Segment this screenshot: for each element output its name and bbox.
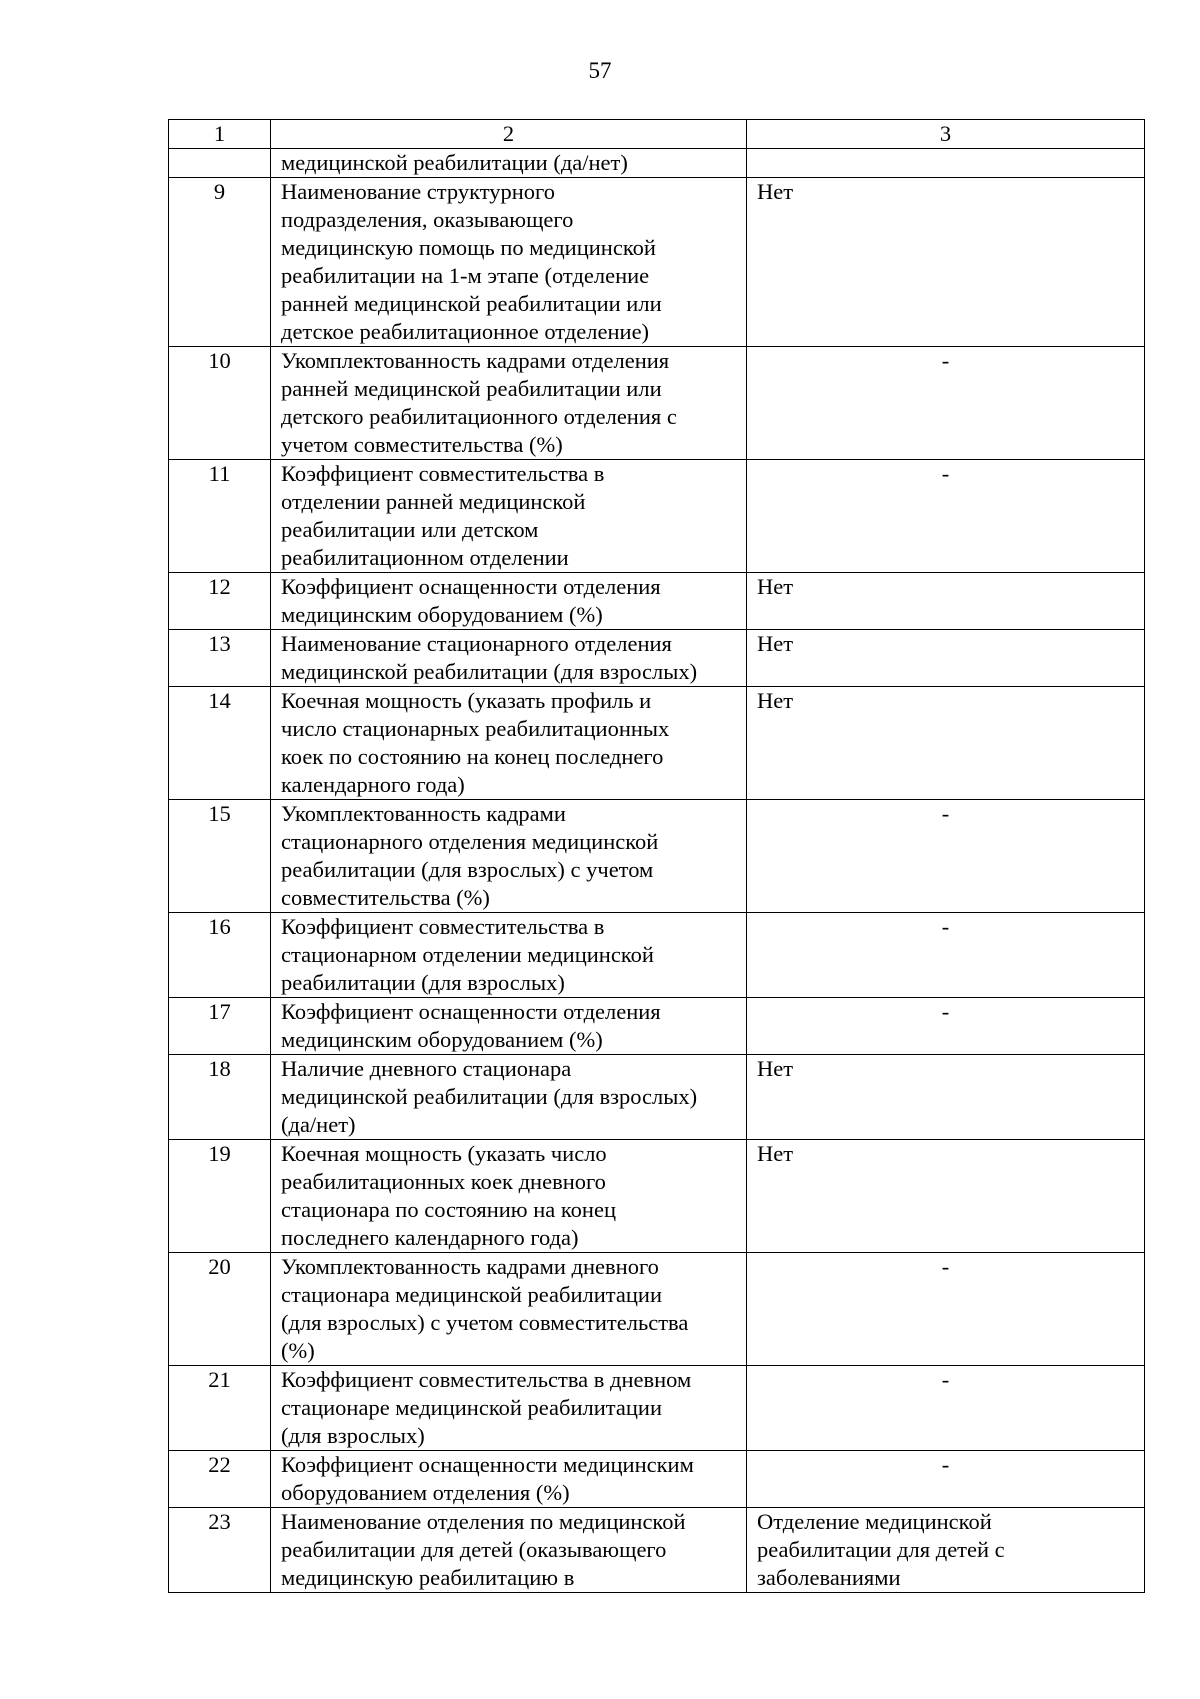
- row-value: Нет: [747, 1140, 1145, 1253]
- row-number: 22: [169, 1451, 271, 1508]
- description-line: медицинскую помощь по медицинской: [281, 235, 656, 260]
- row-value: -: [747, 800, 1145, 913]
- row-description: [271, 1451, 747, 1508]
- page-number: 57: [588, 58, 612, 83]
- description-line: Коэффициент оснащенности отделения: [281, 999, 661, 1024]
- description-line: учетом совместительства (%): [281, 432, 563, 457]
- table-row: [169, 1451, 1145, 1508]
- column-header-2: 2: [271, 120, 747, 149]
- table-row: [169, 178, 1145, 347]
- value-line: реабилитации для детей с: [757, 1537, 1005, 1562]
- description-line: стационарном отделении медицинской: [281, 942, 654, 967]
- description-line: Укомплектованность кадрами отделения: [281, 348, 670, 373]
- description-line: Коечная мощность (указать профиль и: [281, 688, 652, 713]
- row-description: [271, 913, 747, 998]
- description-line: Коечная мощность (указать число: [281, 1141, 607, 1166]
- table-row: [169, 1508, 1145, 1593]
- row-number: 11: [169, 460, 271, 573]
- description-line: Коэффициент совместительства в: [281, 461, 605, 486]
- description-line: медицинскую реабилитацию в: [281, 1565, 575, 1590]
- row-number: 16: [169, 913, 271, 998]
- row-description: [271, 460, 747, 573]
- description-line: реабилитации для детей (оказывающего: [281, 1537, 667, 1562]
- row-number: 23: [169, 1508, 271, 1593]
- table-row: [169, 573, 1145, 630]
- table-row: [169, 149, 1145, 178]
- description-line: совместительства (%): [281, 885, 490, 910]
- description-line: Коэффициент совместительства в дневном: [281, 1367, 692, 1392]
- row-value: [747, 1508, 1145, 1593]
- description-line: медицинской реабилитации (да/нет): [281, 150, 628, 175]
- description-line: оборудованием отделения (%): [281, 1480, 570, 1505]
- table-row: [169, 347, 1145, 460]
- description-line: календарного года): [281, 772, 465, 797]
- description-line: медицинской реабилитации (для взрослых): [281, 1084, 698, 1109]
- description-line: реабилитации (для взрослых): [281, 970, 565, 995]
- row-number: 19: [169, 1140, 271, 1253]
- row-description: [271, 178, 747, 347]
- description-line: Коэффициент оснащенности отделения: [281, 574, 661, 599]
- description-line: стационаре медицинской реабилитации: [281, 1395, 663, 1420]
- table-row: [169, 630, 1145, 687]
- row-description: [271, 1253, 747, 1366]
- description-line: детского реабилитационного отделения с: [281, 404, 677, 429]
- description-line: Коэффициент совместительства в: [281, 914, 605, 939]
- row-description: [271, 149, 747, 178]
- table-row: [169, 1366, 1145, 1451]
- description-line: последнего календарного года): [281, 1225, 579, 1250]
- document-table: [168, 119, 1145, 1593]
- row-number: 10: [169, 347, 271, 460]
- description-line: реабилитационных коек дневного: [281, 1169, 606, 1194]
- row-number: 18: [169, 1055, 271, 1140]
- description-line: Наименование стационарного отделения: [281, 631, 672, 656]
- row-value: Нет: [747, 1055, 1145, 1140]
- description-line: коек по состоянию на конец последнего: [281, 744, 664, 769]
- description-line: реабилитационном отделении: [281, 545, 569, 570]
- row-number: 21: [169, 1366, 271, 1451]
- description-line: реабилитации (для взрослых) с учетом: [281, 857, 654, 882]
- row-description: [271, 1508, 747, 1593]
- description-line: стационарного отделения медицинской: [281, 829, 659, 854]
- description-line: Укомплектованность кадрами дневного: [281, 1254, 659, 1279]
- row-number: 20: [169, 1253, 271, 1366]
- description-line: детское реабилитационное отделение): [281, 319, 650, 344]
- row-number: 17: [169, 998, 271, 1055]
- description-line: реабилитации на 1-м этапе (отделение: [281, 263, 650, 288]
- table-body: [169, 149, 1145, 1593]
- table-row: [169, 1140, 1145, 1253]
- description-line: Наличие дневного стационара: [281, 1056, 572, 1081]
- row-description: [271, 800, 747, 913]
- row-description: [271, 1055, 747, 1140]
- description-line: стационара медицинской реабилитации: [281, 1282, 663, 1307]
- row-description: [271, 687, 747, 800]
- row-value: -: [747, 460, 1145, 573]
- row-value: -: [747, 1253, 1145, 1366]
- description-line: Коэффициент оснащенности медицинским: [281, 1452, 694, 1477]
- row-number: 13: [169, 630, 271, 687]
- row-number: 15: [169, 800, 271, 913]
- row-description: [271, 1366, 747, 1451]
- description-line: Наименование отделения по медицинской: [281, 1509, 686, 1534]
- description-line: число стационарных реабилитационных: [281, 716, 670, 741]
- row-description: [271, 347, 747, 460]
- description-line: стационара по состоянию на конец: [281, 1197, 616, 1222]
- row-value: Нет: [747, 687, 1145, 800]
- table-row: [169, 1055, 1145, 1140]
- description-line: медицинским оборудованием (%): [281, 602, 603, 627]
- description-line: Наименование структурного: [281, 179, 555, 204]
- description-line: ранней медицинской реабилитации или: [281, 291, 662, 316]
- column-header-3: 3: [747, 120, 1145, 149]
- row-value: Нет: [747, 178, 1145, 347]
- description-line: отделении ранней медицинской: [281, 489, 586, 514]
- description-line: (для взрослых) с учетом совместительства: [281, 1310, 689, 1335]
- table-row: [169, 460, 1145, 573]
- description-line: подразделения, оказывающего: [281, 207, 574, 232]
- description-line: (для взрослых): [281, 1423, 425, 1448]
- description-line: (%): [281, 1338, 315, 1363]
- value-line: Отделение медицинской: [757, 1509, 992, 1534]
- row-description: [271, 630, 747, 687]
- row-value: -: [747, 1366, 1145, 1451]
- row-description: [271, 573, 747, 630]
- description-line: медицинской реабилитации (для взрослых): [281, 659, 698, 684]
- row-value: -: [747, 913, 1145, 998]
- description-line: Укомплектованность кадрами: [281, 801, 566, 826]
- row-number: 14: [169, 687, 271, 800]
- row-description: [271, 998, 747, 1055]
- table-row: [169, 1253, 1145, 1366]
- row-number: [169, 149, 271, 178]
- table-row: [169, 800, 1145, 913]
- row-number: 9: [169, 178, 271, 347]
- table-header-row: [169, 120, 1145, 149]
- row-value: -: [747, 347, 1145, 460]
- column-header-1: 1: [169, 120, 271, 149]
- row-value: -: [747, 1451, 1145, 1508]
- table-row: [169, 913, 1145, 998]
- description-line: ранней медицинской реабилитации или: [281, 376, 662, 401]
- description-line: (да/нет): [281, 1112, 356, 1137]
- row-value: Нет: [747, 573, 1145, 630]
- row-description: [271, 1140, 747, 1253]
- row-value: Нет: [747, 630, 1145, 687]
- table-row: [169, 687, 1145, 800]
- value-line: заболеваниями: [757, 1565, 901, 1590]
- row-value: -: [747, 998, 1145, 1055]
- table-row: [169, 998, 1145, 1055]
- description-line: реабилитации или детском: [281, 517, 539, 542]
- row-number: 12: [169, 573, 271, 630]
- row-value: [747, 149, 1145, 178]
- description-line: медицинским оборудованием (%): [281, 1027, 603, 1052]
